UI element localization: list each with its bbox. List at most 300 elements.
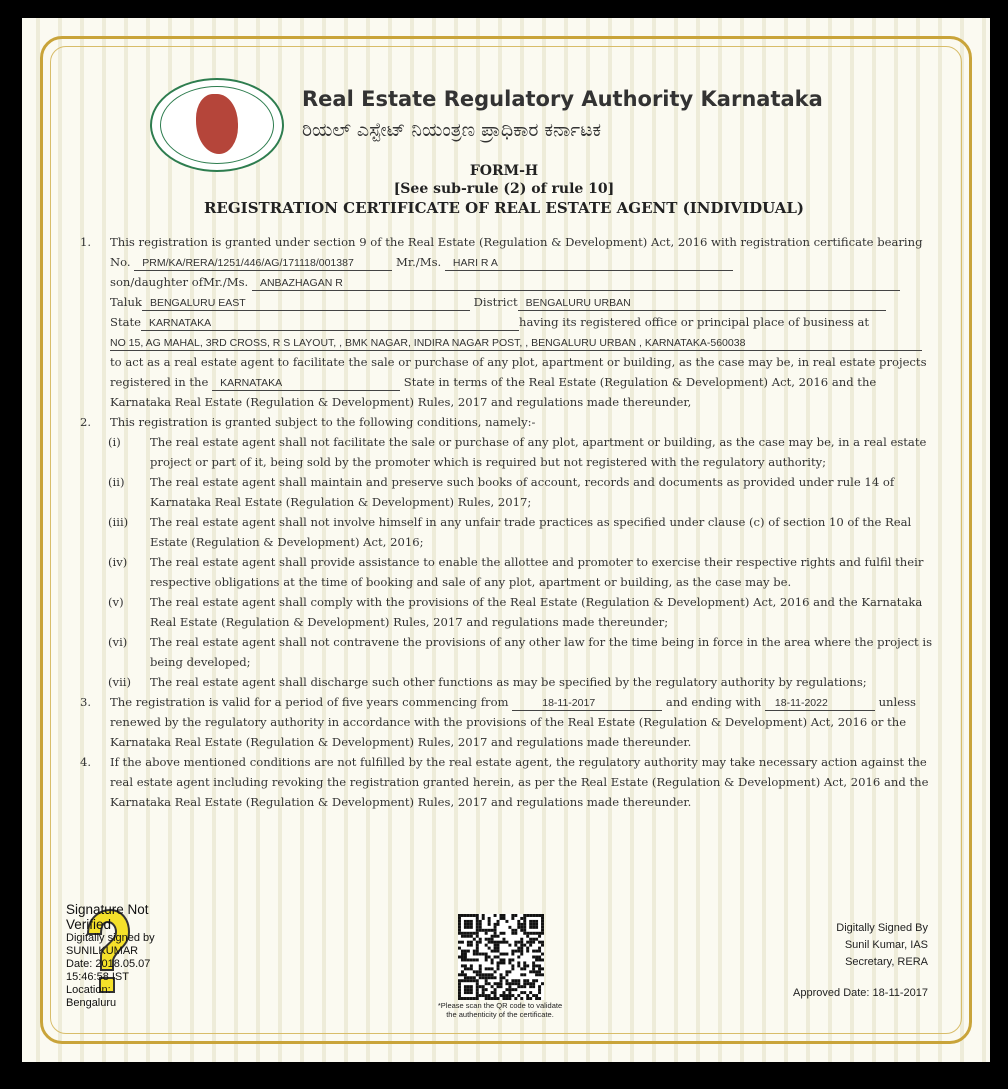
qr-module (458, 920, 461, 923)
clause-number: 3. (80, 695, 92, 709)
qr-module (514, 988, 517, 991)
location-value: Bengaluru (66, 997, 117, 1009)
qr-module (491, 958, 494, 961)
qr-module (520, 929, 523, 932)
qr-module (523, 944, 526, 947)
qr-module (514, 979, 517, 982)
qr-module (458, 929, 461, 932)
qr-module (529, 932, 532, 935)
qr-note (400, 1001, 600, 1019)
qr-module (464, 914, 467, 917)
qr-module (476, 953, 479, 956)
qr-module (494, 976, 497, 979)
qr-module (508, 997, 511, 1000)
qr-module (476, 920, 479, 923)
taluk-value: BENGALURU EAST (142, 296, 470, 311)
qr-module (494, 941, 497, 944)
qr-module (500, 976, 503, 979)
location-label: Location: (66, 984, 111, 996)
address-value: NO 15, AG MAHAL, 3RD CROSS, R S LAYOUT, , BMK NAGAR, INDIRA NAGAR POST, , BENGALURU URBAN , KARNATAKA-560038 (110, 336, 922, 351)
condition-text: The real estate agent shall not involve himself in any unfair trade practices as specified under clause (c) of section 10 of the Real Estate (Regulation & Development) Act, 2016; (150, 515, 912, 549)
qr-module (497, 947, 500, 950)
qr-module (529, 985, 532, 988)
qr-module (541, 982, 544, 985)
qr-module (470, 944, 473, 947)
qr-module (461, 997, 464, 1000)
qr-module (535, 973, 538, 976)
qr-module (502, 941, 505, 944)
qr-module (491, 997, 494, 1000)
qr-module (479, 941, 482, 944)
agent-name: HARI R A (445, 256, 733, 271)
qr-module (464, 976, 467, 979)
clause-number: 2. (80, 415, 92, 429)
qr-module (500, 973, 503, 976)
qr-module (500, 914, 503, 917)
qr-module (485, 976, 488, 979)
qr-module (464, 985, 467, 988)
certificate-body (80, 232, 940, 812)
qr-module (517, 920, 520, 923)
qr-module (479, 926, 482, 929)
qr-module (526, 997, 529, 1000)
qr-module (485, 953, 488, 956)
qr-module (511, 950, 514, 953)
qr-module (505, 973, 508, 976)
condition-text: The real estate agent shall not facilitate the sale or purchase of any plot, apartment or building, as the case may be, in a real estate project or part of it, being sold by the promoter which is required but not registered with the regulatory authority; (150, 435, 927, 469)
qr-module (505, 988, 508, 991)
qr-module (529, 991, 532, 994)
qr-module (502, 953, 505, 956)
qr-module (535, 920, 538, 923)
qr-module (488, 967, 491, 970)
qr-module (538, 947, 541, 950)
rera-seal-logo (150, 78, 284, 172)
qr-module (479, 967, 482, 970)
qr-module (514, 950, 517, 953)
qr-module (532, 914, 535, 917)
condition-text: The real estate agent shall discharge such other functions as may be specified by the regulatory authority by regulations; (150, 675, 867, 689)
qr-module (532, 982, 535, 985)
clause-4 (80, 752, 940, 812)
qr-module (532, 920, 535, 923)
qr-module (538, 988, 541, 991)
qr-module (523, 973, 526, 976)
qr-module (479, 970, 482, 973)
qr-module (458, 926, 461, 929)
qr-module (488, 938, 491, 941)
qr-module (488, 982, 491, 985)
qr-module (479, 976, 482, 979)
qr-module (514, 929, 517, 932)
qr-module (514, 982, 517, 985)
qr-module (517, 926, 520, 929)
qr-module (523, 967, 526, 970)
qr-module (470, 985, 473, 988)
qr-module (476, 917, 479, 920)
qr-module (476, 944, 479, 947)
qr-module (500, 932, 503, 935)
qr-module (541, 958, 544, 961)
form-subrule: [See sub-rule (2) of rule 10] (393, 181, 615, 197)
condition-number: (iv) (108, 555, 128, 569)
condition-text: The real estate agent shall comply with the provisions of the Real Estate (Regulation & Development) Act, 2016 and the Karnataka Real Estate (Regulation & Development) Rules, 2017 and regulations made thereunder; (150, 595, 923, 629)
qr-module (494, 950, 497, 953)
clause-3 (80, 692, 940, 752)
qr-module (538, 991, 541, 994)
qr-module (526, 914, 529, 917)
clause-text: to act as a real estate agent to facilitate the sale or purchase of any plot, apartment or building, as the case may be, in real estate projects registered in the (110, 355, 927, 389)
qr-module (511, 932, 514, 935)
qr-module (476, 950, 479, 953)
qr-module (497, 982, 500, 985)
qr-module (485, 997, 488, 1000)
qr-module (485, 994, 488, 997)
qr-module (488, 917, 491, 920)
qr-module (520, 926, 523, 929)
qr-module (529, 970, 532, 973)
qr-module (505, 941, 508, 944)
qr-module (470, 991, 473, 994)
qr-module (541, 967, 544, 970)
qr-module (458, 988, 461, 991)
qr-module (497, 935, 500, 938)
qr-module (523, 926, 526, 929)
qr-module (473, 914, 476, 917)
qr-module (470, 914, 473, 917)
qr-module (458, 973, 461, 976)
qr-module (508, 970, 511, 973)
qr-module (497, 956, 500, 959)
qr-module (541, 944, 544, 947)
form-name: FORM-H (469, 163, 539, 179)
qr-module (461, 935, 464, 938)
qr-module (464, 923, 467, 926)
qr-module (538, 970, 541, 973)
qr-module (532, 979, 535, 982)
qr-module (538, 950, 541, 953)
authority-title-english: Real Estate Regulatory Authority Karnataka (302, 87, 823, 111)
qr-module (535, 979, 538, 982)
qr-module (500, 961, 503, 964)
qr-module (479, 938, 482, 941)
qr-module (479, 920, 482, 923)
qr-module (532, 970, 535, 973)
qr-module (502, 976, 505, 979)
qr-module (461, 970, 464, 973)
qr-module (485, 932, 488, 935)
sign-time: 15:46:58 IST (66, 971, 129, 983)
qr-module (491, 935, 494, 938)
qr-module (479, 994, 482, 997)
qr-module (517, 956, 520, 959)
qr-module (532, 967, 535, 970)
qr-module (523, 964, 526, 967)
qr-module (470, 988, 473, 991)
qr-module (497, 961, 500, 964)
qr-module (538, 914, 541, 917)
qr-module (461, 950, 464, 953)
qr-module (470, 920, 473, 923)
qr-module (511, 958, 514, 961)
qr-module (538, 941, 541, 944)
qr-module (476, 988, 479, 991)
qr-module (514, 932, 517, 935)
qr-module (523, 917, 526, 920)
condition-text: The real estate agent shall provide assistance to enable the allottee and promoter to exercise their respective rights and fulfil their respective obligations at the time of booking and sale of any plot, apartment or building, as the case may be. (150, 555, 924, 589)
clause-number: 4. (80, 755, 92, 769)
qr-module (511, 953, 514, 956)
condition-item (80, 432, 940, 472)
qr-module (473, 953, 476, 956)
qr-module (520, 917, 523, 920)
qr-module (517, 982, 520, 985)
qr-module (526, 941, 529, 944)
qr-module (476, 935, 479, 938)
qr-module (470, 935, 473, 938)
qr-module (500, 958, 503, 961)
qr-module (505, 982, 508, 985)
qr-module (470, 964, 473, 967)
qr-module (467, 958, 470, 961)
project-state-value: KARNATAKA (212, 376, 400, 391)
qr-module (535, 997, 538, 1000)
qr-module (529, 938, 532, 941)
condition-text: The real estate agent shall maintain and preserve such books of account, records and documents as provided under rule 14 of Karnataka Real Estate (Regulation & Development) Rules, 2017; (150, 475, 895, 509)
qr-module (500, 994, 503, 997)
qr-module (529, 941, 532, 944)
qr-module (494, 929, 497, 932)
qr-module (517, 979, 520, 982)
qr-module (464, 920, 467, 923)
qr-module (488, 997, 491, 1000)
qr-module (476, 932, 479, 935)
qr-module (514, 944, 517, 947)
qr-module (526, 982, 529, 985)
secretary-title: Secretary, RERA (845, 956, 928, 968)
qr-module (500, 982, 503, 985)
qr-module (526, 935, 529, 938)
qr-module (458, 979, 461, 982)
qr-module (511, 979, 514, 982)
condition-number: (ii) (108, 475, 125, 489)
qr-module (479, 923, 482, 926)
qr-module (467, 941, 470, 944)
qr-module (473, 970, 476, 973)
qr-module (508, 958, 511, 961)
qr-module (476, 923, 479, 926)
qr-module (482, 929, 485, 932)
qr-module (517, 961, 520, 964)
qr-module (467, 997, 470, 1000)
qr-module (505, 920, 508, 923)
signature-area (0, 902, 1008, 1032)
qr-module (532, 938, 535, 941)
qr-code[interactable] (458, 914, 544, 1000)
qr-module (476, 997, 479, 1000)
label-parent: son/daughter ofMr./Ms. (110, 275, 249, 289)
qr-module (526, 947, 529, 950)
qr-module (535, 956, 538, 959)
qr-module (541, 953, 544, 956)
qr-module (488, 929, 491, 932)
qr-module (491, 950, 494, 953)
qr-module (538, 997, 541, 1000)
qr-module (532, 985, 535, 988)
qr-module (532, 923, 535, 926)
qr-module (500, 917, 503, 920)
clause-text: The registration is valid for a period of five years commencing from (110, 695, 509, 709)
condition-number: (v) (108, 595, 124, 609)
qr-module (517, 994, 520, 997)
qr-module (500, 979, 503, 982)
qr-module (538, 985, 541, 988)
qr-module (476, 926, 479, 929)
qr-module (529, 923, 532, 926)
qr-module (458, 941, 461, 944)
qr-module (467, 985, 470, 988)
qr-module (523, 979, 526, 982)
qr-module (529, 982, 532, 985)
qr-module (532, 941, 535, 944)
qr-module (458, 917, 461, 920)
qr-module (511, 994, 514, 997)
qr-module (482, 988, 485, 991)
qr-module (502, 997, 505, 1000)
qr-module (511, 917, 514, 920)
clause-text: If the above mentioned conditions are not fulfilled by the real estate agent, the regulatory authority may take necessary action against the real estate agent including revoking the registration granted herein, as per the Real Estate (Regulation & Development) Act, 2016 and the Karnataka Real Estate (Regulation & Development) Rules, 2017 and regulations made thereunder. (110, 755, 929, 809)
qr-module (473, 979, 476, 982)
qr-module (488, 956, 491, 959)
qr-module (517, 964, 520, 967)
qr-module (458, 932, 461, 935)
qr-module (473, 997, 476, 1000)
qr-module (541, 973, 544, 976)
qr-module (494, 991, 497, 994)
condition-number: (i) (108, 435, 121, 449)
qr-module (476, 914, 479, 917)
qr-module (494, 926, 497, 929)
qr-module (458, 982, 461, 985)
qr-module (470, 923, 473, 926)
qr-module (491, 967, 494, 970)
qr-module (473, 958, 476, 961)
qr-module (502, 961, 505, 964)
qr-module (482, 973, 485, 976)
qr-module (502, 991, 505, 994)
clause-text: This registration is granted subject to the following conditions, namely:- (110, 415, 536, 429)
qr-module (485, 958, 488, 961)
qr-module (523, 961, 526, 964)
qr-module (494, 914, 497, 917)
qr-module (464, 997, 467, 1000)
qr-module (485, 956, 488, 959)
qr-module (497, 941, 500, 944)
qr-module (467, 967, 470, 970)
qr-module (476, 970, 479, 973)
qr-module (476, 958, 479, 961)
qr-module (523, 982, 526, 985)
qr-module (470, 932, 473, 935)
qr-module (529, 926, 532, 929)
qr-note-line: the authenticity of the certificate. (446, 1010, 554, 1019)
qr-module (535, 923, 538, 926)
qr-module (470, 958, 473, 961)
qr-module (479, 964, 482, 967)
signed-by-label: Digitally Signed By (836, 922, 928, 934)
qr-module (532, 956, 535, 959)
qr-module (505, 979, 508, 982)
qr-module (494, 970, 497, 973)
qr-module (505, 997, 508, 1000)
approved-date: Approved Date: 18-11-2017 (793, 987, 928, 999)
condition-item (80, 552, 940, 592)
qr-module (467, 920, 470, 923)
registration-number: PRM/KA/RERA/1251/446/AG/171118/001387 (134, 256, 392, 271)
qr-module (538, 932, 541, 935)
qr-module (458, 914, 461, 917)
qr-module (535, 958, 538, 961)
qr-module (538, 956, 541, 959)
qr-module (508, 982, 511, 985)
qr-module (520, 938, 523, 941)
qr-module (511, 967, 514, 970)
qr-module (476, 947, 479, 950)
qr-module (541, 932, 544, 935)
qr-module (523, 929, 526, 932)
qr-module (538, 973, 541, 976)
qr-module (461, 973, 464, 976)
qr-module (500, 941, 503, 944)
qr-note-line: *Please scan the QR code to validate (437, 1001, 563, 1010)
qr-module (497, 997, 500, 1000)
qr-module (523, 914, 526, 917)
qr-module (497, 950, 500, 953)
qr-module (479, 953, 482, 956)
qr-module (461, 953, 464, 956)
qr-module (535, 994, 538, 997)
qr-module (529, 920, 532, 923)
clause-number: 1. (80, 235, 92, 249)
qr-module (523, 991, 526, 994)
qr-module (470, 979, 473, 982)
qr-module (538, 964, 541, 967)
state-value: KARNATAKA (141, 316, 519, 331)
qr-module (467, 991, 470, 994)
qr-module (532, 961, 535, 964)
qr-module (541, 914, 544, 917)
qr-module (464, 991, 467, 994)
qr-module (482, 976, 485, 979)
qr-module (523, 923, 526, 926)
qr-module (485, 988, 488, 991)
qr-module (508, 926, 511, 929)
qr-module (514, 914, 517, 917)
qr-module (461, 964, 464, 967)
qr-module (494, 994, 497, 997)
qr-module (485, 967, 488, 970)
authority-title-kannada: ರಿಯಲ್ ಎಸ್ಟೇಟ್ ನಿಯಂತ್ರಣ ಪ್ರಾಧಿಕಾರ ಕರ್ನಾಟಕ (302, 119, 602, 141)
qr-module (461, 941, 464, 944)
signature-status: Signature Not (66, 902, 149, 917)
clause-text: This registration is granted under section 9 of the Real Estate (Regulation & Development) Act, 2016 with registration certificate bearing No. (110, 235, 923, 269)
qr-module (470, 926, 473, 929)
qr-module (494, 947, 497, 950)
qr-module (541, 941, 544, 944)
qr-module (502, 932, 505, 935)
condition-number: (vi) (108, 635, 128, 649)
qr-module (458, 947, 461, 950)
